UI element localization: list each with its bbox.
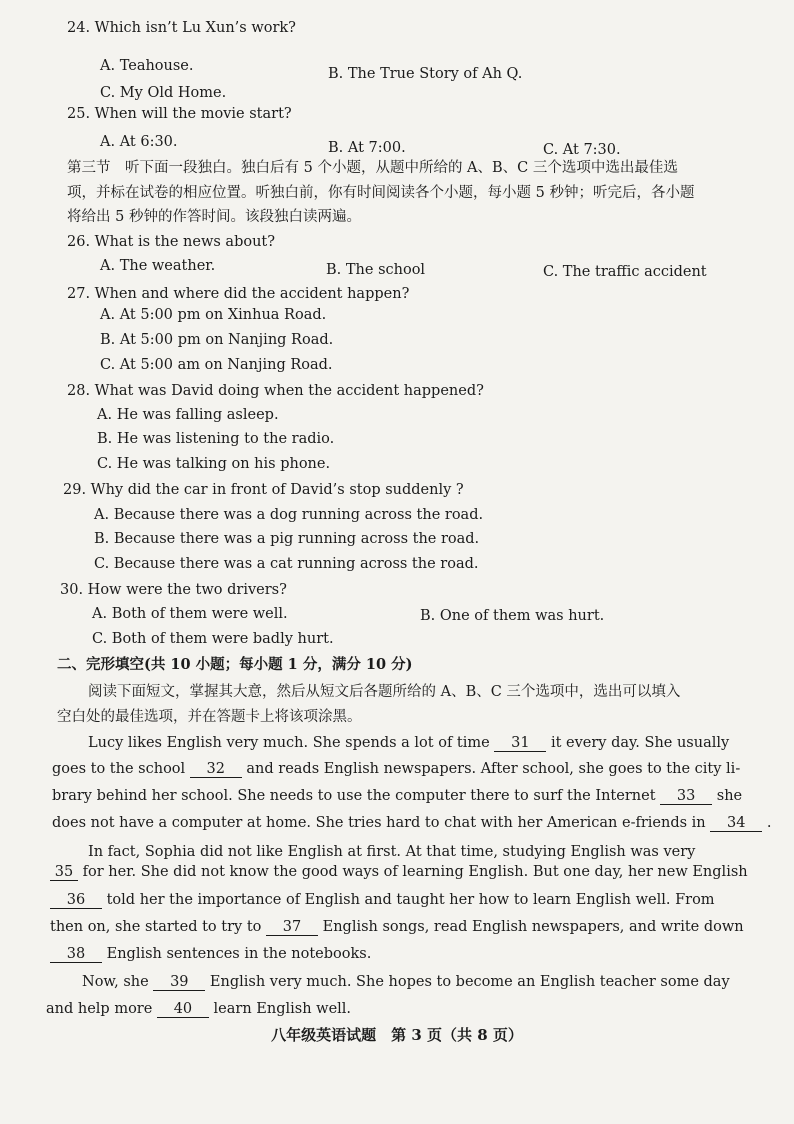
blank-40[interactable]: 40 xyxy=(157,1001,209,1018)
option: C. Because there was a cat running across the road. xyxy=(94,556,479,572)
option: C. At 5:00 am on Nanjing Road. xyxy=(100,357,333,373)
passage-text: and help more xyxy=(46,1001,153,1017)
passage-text: learn English well. xyxy=(213,1001,352,1017)
question-number: 28. xyxy=(67,383,91,399)
question-29 xyxy=(63,480,464,500)
passage-text: . xyxy=(766,815,772,831)
question-text: What is the news about? xyxy=(94,234,276,250)
question-text: Why did the car in front of David’s stop suddenly ? xyxy=(90,482,464,498)
section3-instruction: 第三节 听下面一段独白。独白后有 5 个小题，从题中所给的 A、B、C 三个选项中选出最佳选 xyxy=(67,160,678,176)
question-text: How were the two drivers? xyxy=(87,582,287,598)
passage-line xyxy=(82,972,730,992)
option: B. One of them was hurt. xyxy=(420,608,605,624)
question-text: When and where did the accident happen? xyxy=(94,286,410,302)
page-footer: 八年级英语试题 第 3 页（共 8 页） xyxy=(271,1026,523,1044)
blank-34[interactable]: 34 xyxy=(710,815,762,832)
passage-text: it every day. She usually xyxy=(550,735,730,751)
blank-36[interactable]: 36 xyxy=(50,892,102,909)
passage-line xyxy=(50,890,715,910)
section3-instruction: 将给出 5 秒钟的作答时间。该段独白读两遍。 xyxy=(67,209,361,225)
question-text: What was David doing when the accident happened? xyxy=(94,383,484,399)
passage-text: for her. She did not know the good ways of learning English. But one day, her new English xyxy=(82,864,748,880)
passage-text: goes to the school xyxy=(52,761,186,777)
option: B. The school xyxy=(326,262,426,278)
option: B. The True Story of Ah Q. xyxy=(328,66,523,82)
passage-line xyxy=(50,862,748,882)
section3-instruction: 项，并标在试卷的相应位置。听独白前，你有时间阅读各个小题，每小题 5 秒钟；听完后，各小题 xyxy=(67,185,695,201)
blank-35[interactable]: 35 xyxy=(50,864,78,881)
question-text: Which isn’t Lu Xun’s work? xyxy=(94,20,296,36)
blank-33[interactable]: 33 xyxy=(660,788,712,805)
passage-line xyxy=(52,759,740,779)
passage-line xyxy=(50,917,744,937)
passage-line xyxy=(88,733,729,753)
passage-text: brary behind her school. She needs to use the computer there to surf the Internet xyxy=(52,788,656,804)
passage-text: Now, she xyxy=(82,974,149,990)
option: A. Both of them were well. xyxy=(92,606,288,622)
passage-line xyxy=(52,813,771,833)
passage-text: In fact, Sophia did not like English at first. At that time, studying English was very xyxy=(88,844,696,860)
question-number: 30. xyxy=(60,582,84,598)
option: C. Both of them were badly hurt. xyxy=(92,631,334,647)
option: B. He was listening to the radio. xyxy=(97,431,335,447)
option: A. Because there was a dog running across the road. xyxy=(94,507,484,523)
blank-37[interactable]: 37 xyxy=(266,919,318,936)
question-27 xyxy=(67,284,409,304)
section-instruction: 阅读下面短文，掌握其大意，然后从短文后各题所给的 A、B、C 三个选项中，选出可以填入 xyxy=(88,684,681,700)
option: B. At 7:00. xyxy=(328,140,406,156)
option: A. The weather. xyxy=(100,258,216,274)
passage-text: English songs, read English newspapers, and write down xyxy=(322,919,744,935)
question-text: When will the movie start? xyxy=(94,106,292,122)
section-heading: 二、完形填空(共 10 小题；每小题 1 分，满分 10 分) xyxy=(57,656,413,673)
passage-text: she xyxy=(716,788,743,804)
option: C. My Old Home. xyxy=(100,85,227,101)
passage-line xyxy=(52,786,742,806)
question-number: 29. xyxy=(63,482,87,498)
option: B. Because there was a pig running across the road. xyxy=(94,531,480,547)
passage-text: English very much. She hopes to become an English teacher some day xyxy=(209,974,730,990)
question-25 xyxy=(67,104,292,124)
passage-line xyxy=(88,842,695,862)
question-number: 25. xyxy=(67,106,91,122)
passage-line xyxy=(46,999,351,1019)
question-30 xyxy=(60,580,287,600)
passage-line xyxy=(50,944,371,964)
option: C. He was talking on his phone. xyxy=(97,456,331,472)
question-number: 27. xyxy=(67,286,91,302)
passage-text: and reads English newspapers. After school, she goes to the city li- xyxy=(246,761,741,777)
passage-text: told her the importance of English and taught her how to learn English well. From xyxy=(106,892,715,908)
question-26 xyxy=(67,232,275,252)
passage-text: then on, she started to try to xyxy=(50,919,262,935)
option: A. At 6:30. xyxy=(100,134,178,150)
passage-text: does not have a computer at home. She tries hard to chat with her American e-friends in xyxy=(52,815,706,831)
passage-text: English sentences in the notebooks. xyxy=(106,946,372,962)
section-instruction: 空白处的最佳选项，并在答题卡上将该项涂黑。 xyxy=(57,709,362,725)
option: A. Teahouse. xyxy=(100,58,194,74)
option: C. The traffic accident xyxy=(543,264,707,280)
question-number: 24. xyxy=(67,20,91,36)
blank-32[interactable]: 32 xyxy=(190,761,242,778)
blank-39[interactable]: 39 xyxy=(153,974,205,991)
passage-text: Lucy likes English very much. She spends a lot of time xyxy=(88,735,490,751)
option: B. At 5:00 pm on Nanjing Road. xyxy=(100,332,334,348)
question-28 xyxy=(67,381,484,401)
option: A. At 5:00 pm on Xinhua Road. xyxy=(100,307,327,323)
option: A. He was falling asleep. xyxy=(97,407,279,423)
blank-38[interactable]: 38 xyxy=(50,946,102,963)
question-24 xyxy=(67,18,296,38)
question-number: 26. xyxy=(67,234,91,250)
blank-31[interactable]: 31 xyxy=(494,735,546,752)
option: C. At 7:30. xyxy=(543,142,621,158)
